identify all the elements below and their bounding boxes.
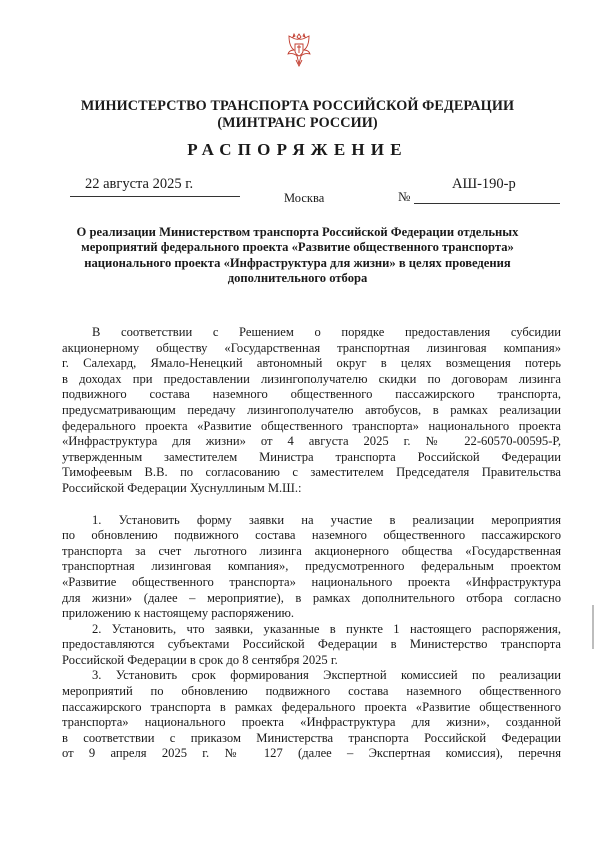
body-line: пассажирского транспорта в рамках федерального проекта «Развитие общественного: [62, 699, 561, 714]
body-line: Тимофеевым В.В. по согласованию с заместителем Председателя Правительства: [62, 465, 561, 480]
subject-line: мероприятий федерального проекта «Развитие общественного транспорта»: [81, 240, 514, 255]
document-body: [62, 325, 561, 762]
item-2-paragraph: [62, 622, 561, 669]
document-city: Москва: [284, 191, 325, 205]
preamble-paragraph: [62, 325, 561, 497]
subject-line: О реализации Министерством транспорта Российской Федерации отдельных: [76, 225, 519, 239]
body-line: по обновлению подвижного состава наземного общественного пассажирского: [62, 528, 561, 543]
body-line: г. Салехард, Ямало-Ненецкий автономный округ в целях возмещения потерь: [62, 356, 561, 371]
body-line: приложению к настоящему распоряжению.: [62, 606, 295, 621]
body-line: 3. Установить срок формирования Экспертной комиссией по реализации: [92, 668, 561, 683]
item-1-paragraph: [62, 513, 561, 622]
body-line: 2. Установить, что заявки, указанные в пункте 1 настоящего распоряжения,: [92, 621, 561, 636]
scan-margin-mark: [592, 605, 594, 649]
body-line: 1. Установить форму заявки на участие в реализации мероприятия: [92, 512, 561, 527]
body-line: от 9 апреля 2025 г. № 127 (далее – Экспертная комиссия), перечня: [62, 746, 561, 761]
body-line: предусматривающим передачу лизингополучателю автобусов, в рамках реализации: [62, 402, 561, 417]
body-line: «Инфраструктура для жизни» от 4 августа 2025 г. № 22-60570-00595-Р,: [62, 434, 561, 449]
item-3-paragraph: [62, 668, 561, 762]
ministry-name: МИНИСТЕРСТВО ТРАНСПОРТА РОССИЙСКОЙ ФЕДЕРАЦИИ: [80, 98, 515, 114]
body-line: акционерному обществу «Государственная транспортная лизинговая компания»: [62, 340, 561, 355]
date-underline: [70, 196, 240, 197]
body-line: федерального проекта «Развитие общественного транспорта» национального проекта: [62, 418, 561, 433]
body-line: В соответствии с Решением о порядке предоставления субсидии: [92, 325, 561, 339]
body-line: утвержденным заместителем Министра транспорта Российской Федерации: [62, 449, 561, 464]
ministry-header: [0, 98, 595, 132]
body-line: транспорта» национального проекта «Инфраструктура для жизни», созданной: [62, 715, 561, 730]
body-line: Российской Федерации Хуснуллиным М.Ш.:: [62, 480, 302, 495]
body-line: в доходах при предоставлении лизингополучателю скидки по договорам лизинга: [62, 371, 561, 386]
document-date: 22 августа 2025 г.: [85, 176, 194, 192]
subject-line: национального проекта «Инфраструктура для жизни» в целях проведения: [84, 255, 511, 270]
body-line: для жизни» (далее – мероприятие), в рамках дополнительного отбора согласно: [62, 590, 561, 605]
body-line: мероприятий по обновлению подвижного состава наземного общественного: [62, 684, 561, 699]
body-line: транспорта за счет льготного лизинга акционерного общества «Государственная: [62, 543, 561, 558]
coat-of-arms-emblem-icon: [284, 30, 314, 68]
number-underline: [414, 203, 560, 204]
document-subject: [55, 225, 540, 286]
body-line: подвижного состава наземного общественного пассажирского транспорта,: [62, 387, 561, 402]
body-line: предоставляются субъектами Российской Федерации в Министерство транспорта: [62, 637, 561, 652]
body-line: Российской Федерации в срок до 8 сентября 2025 г.: [62, 652, 338, 667]
number-sign: №: [398, 189, 411, 204]
subject-line: дополнительного отбора: [227, 270, 368, 285]
body-line: в соответствии с приказом Министерства транспорта Российской Федерации: [62, 730, 561, 745]
ministry-short-name: (МИНТРАНС РОССИИ): [217, 115, 378, 131]
body-line: транспортная лизинговая компания», предусмотренного федеральным проектом: [62, 559, 561, 574]
document-type-title: РАСПОРЯЖЕНИЕ: [187, 140, 408, 159]
body-line: «Развитие общественного транспорта» национального проекта «Инфраструктура: [62, 574, 561, 589]
document-number: АШ-190-р: [452, 176, 516, 192]
